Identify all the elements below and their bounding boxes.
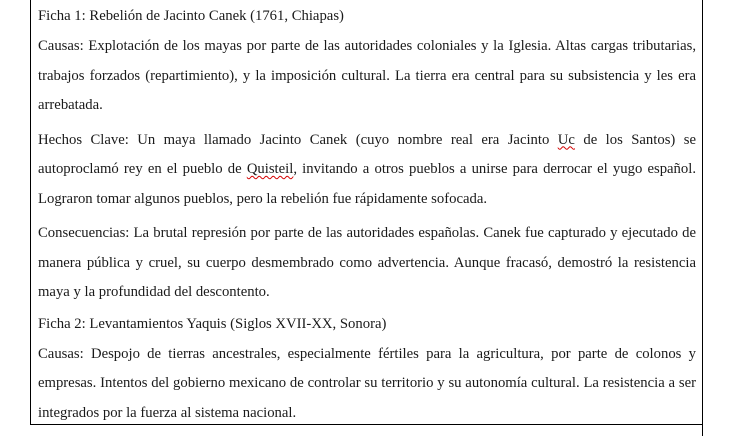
ficha-2-title: Ficha 2: Levantamientos Yaquis (Siglos XVII-XX, Sonora) <box>38 315 387 332</box>
hechos-text-1: Hechos Clave: Un maya llamado Jacinto Canek (cuyo nombre real era Jacinto <box>38 131 558 148</box>
ficha-1-consecuencias: Consecuencias: La brutal represión por parte de las autoridades españolas. Canek fue capturado y ejecutado de manera pública y cruel, su cuerpo desmembrado como advertencia. Aunque fracasó, demostró la resistencia maya y la profundidad del descontento. <box>38 225 696 300</box>
spellcheck-word-quisteil[interactable]: Quisteil <box>246 161 294 177</box>
table-border-right <box>702 425 703 436</box>
ficha-1-causas: Causas: Explotación de los mayas por parte de las autoridades coloniales y la Iglesia. Altas cargas tributarias, trabajos forzados (repartimiento), y la imposición cultural. La tierra era central para su subsistencia y les era arrebatada. <box>38 38 696 113</box>
ficha-2-causas: Causas: Despojo de tierras ancestrales, especialmente fértiles para la agricultura, por parte de colonos y empresas. Intentos del gobierno mexicano de controlar su territorio y su autonomía cultural. La resistencia a ser integrados por la fuerza al sistema nacional. <box>38 345 696 421</box>
hechos-text-3: , invitando a otros pueblos a unirse para derrocar el yugo español. Lograron tomar algunos pueblos, pero la rebelión fue rápidamente sofocada. <box>38 161 696 207</box>
document-page <box>30 0 703 425</box>
hechos-text-2: de los Santos) se autoproclamó rey en el pueblo de <box>38 131 696 177</box>
document-body[interactable] <box>38 5 696 433</box>
ficha-1-hechos-clave <box>38 126 696 215</box>
spellcheck-word-uc[interactable]: Uc <box>557 131 575 148</box>
ficha-1-title: Ficha 1: Rebelión de Jacinto Canek (1761, Chiapas) <box>38 8 344 24</box>
